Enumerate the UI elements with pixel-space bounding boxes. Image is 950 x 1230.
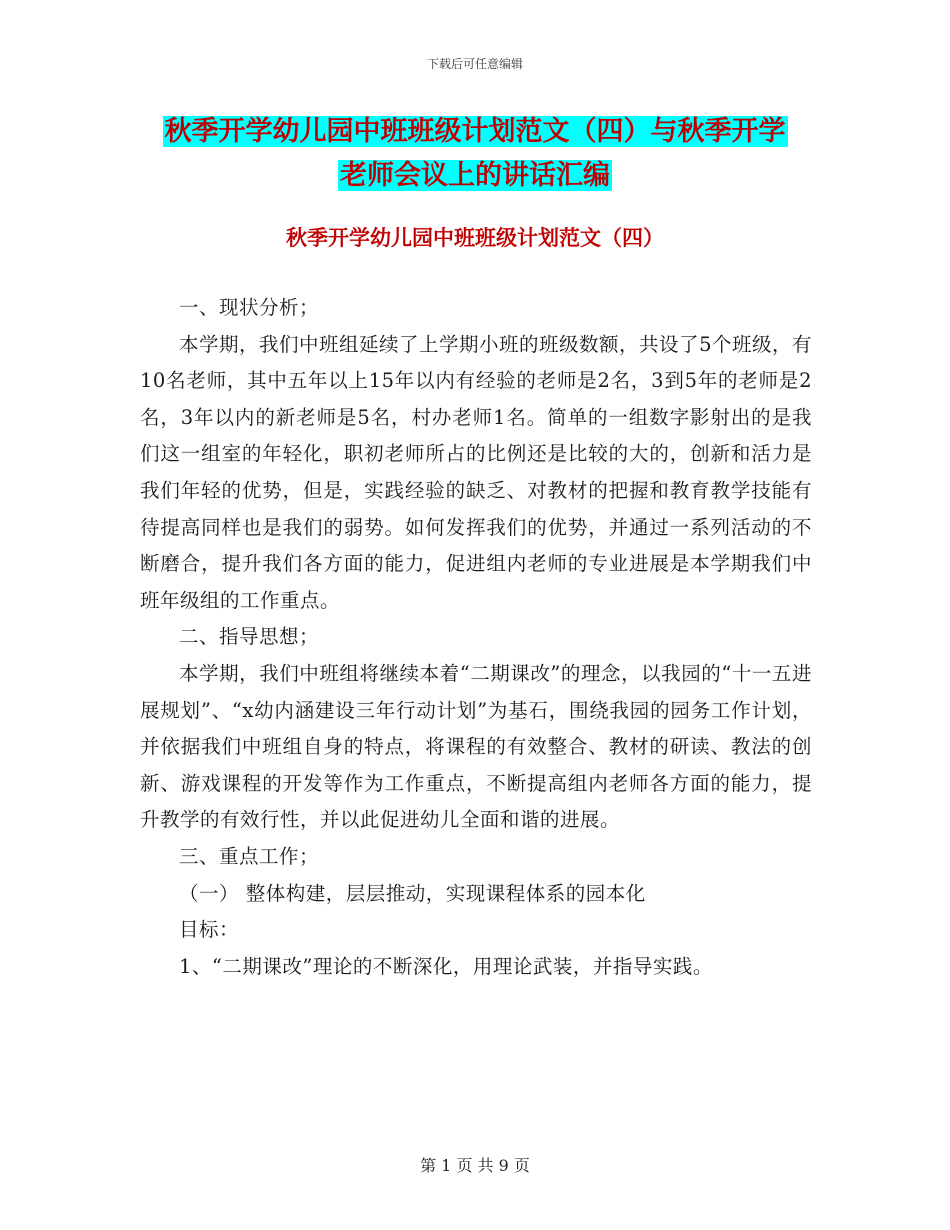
document-title: [140, 110, 810, 198]
heading-guiding-thought: 二、指导思想；: [179, 625, 320, 649]
paragraph-guiding-thought: 本学期，我们中班组将继续本着“二期课改”的理念，以我园的“十一五进展规划”、“x幼内涵建设三年行动计划”为基石，围绕我园的园务工作计划，并依据我们中班组自身的特点，将课程的有效整合、教材的研读、教法的创新、游戏课程的开发等作为工作重点，不断提高组内老师各方面的能力，提升教学的有效行性，并以此促进幼儿全面和谐的进展。: [140, 661, 812, 832]
document-body: [140, 290, 812, 985]
label-goals: 目标：: [179, 918, 240, 942]
header-note: 下载后可任意编辑: [426, 57, 523, 71]
goal-item-1: 1、“二期课改”理论的不断深化，用理论武装，并指导实践。: [179, 954, 713, 978]
section-title: 秋季开学幼儿园中班班级计划范文（四）: [286, 226, 664, 250]
paragraph-status-analysis: 本学期，我们中班组延续了上学期小班的班级数额，共设了5个班级，有10名老师，其中五年以上15年以内有经验的老师是2名，3到5年的老师是2名，3年以内的新老师是5名，村办老师1名。简单的一组数字影射出的是我们这一组室的年轻化，职初老师所占的比例还是比较的大的，创新和活力是我们年轻的优势，但是，实践经验的缺乏、对教材的把握和教育教学技能有待提高同样也是我们的弱势。如何发挥我们的优势，并通过一系列活动的不断磨合，提升我们各方面的能力，促进组内老师的专业进展是本学期我们中班年级组的工作重点。: [140, 332, 812, 612]
page-number: 第 1 页 共 9 页: [420, 1156, 530, 1175]
document-title-line-2: 老师会议上的讲话汇编: [340, 160, 610, 191]
heading-status-analysis: 一、现状分析；: [179, 296, 320, 319]
document-title-line-1: 秋季开学幼儿园中班班级计划范文（四）与秋季开学: [164, 116, 786, 147]
subheading-course-system: （一） 整体构建，层层推动，实现课程体系的园本化: [179, 881, 646, 905]
heading-key-work: 三、重点工作；: [179, 844, 320, 868]
